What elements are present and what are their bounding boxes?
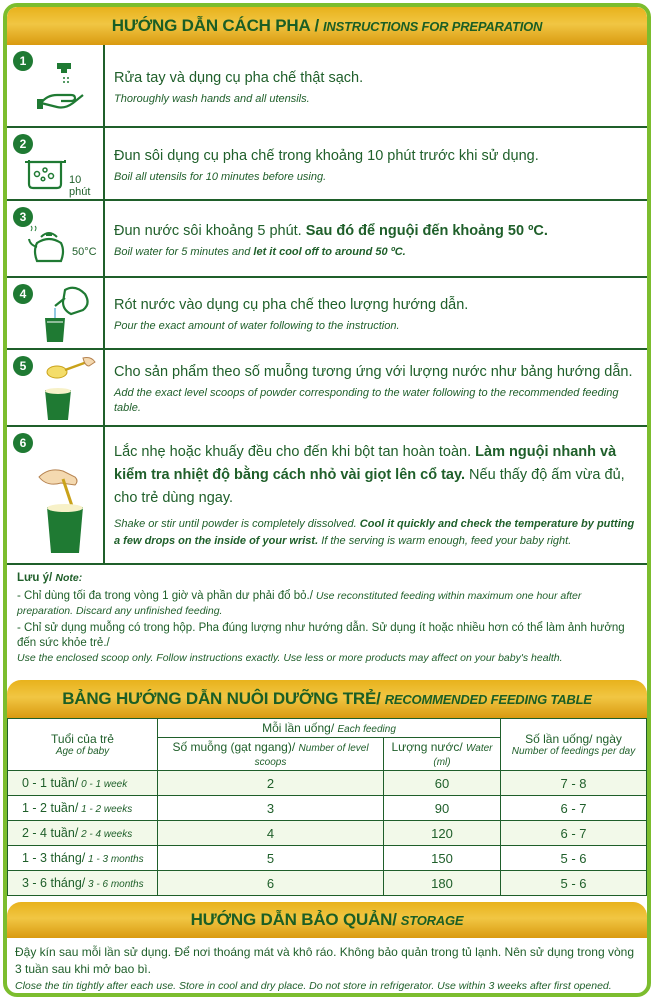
col-water-vi: Lượng nước/ [391, 740, 463, 754]
row-feedings: 5 - 6 [501, 871, 647, 896]
step-number: 1 [13, 51, 33, 71]
note-item [17, 589, 639, 619]
row-feedings: 6 - 7 [501, 821, 647, 846]
step-4-icon-cell [7, 278, 105, 348]
row-water: 120 [384, 821, 501, 846]
step-1 [7, 45, 647, 128]
step-6-en: Shake or stir until powder is completely dissolved. [114, 517, 360, 530]
col-water-header [384, 738, 501, 771]
storage-section [7, 938, 647, 997]
feeding-table-title-vi: BẢNG HƯỚNG DẪN NUÔI DƯỠNG TRẺ/ [62, 689, 381, 708]
row-scoops: 2 [158, 771, 384, 796]
storage-title-vi: HƯỚNG DẪN BẢO QUẢN/ [190, 910, 397, 929]
feeding-table-title-en: RECOMMENDED FEEDING TABLE [384, 691, 592, 707]
note-2-vi: - Chỉ sử dụng muỗng có trong hộp. Pha đúng lượng như hướng dẫn. Sử dụng ít hoặc nhiều hơn có thể làm ảnh hưởng đến sức khỏe trẻ./ [17, 622, 625, 649]
notes-heading [17, 571, 639, 586]
preparation-title-vi: HƯỚNG DẪN CÁCH PHA / [111, 16, 319, 35]
step-6-en-line [114, 516, 639, 550]
row-age-vi: 1 - 2 tuần/ [22, 801, 79, 815]
preparation-steps [7, 45, 647, 565]
row-age-vi: 2 - 4 tuần/ [22, 826, 79, 840]
storage-title-en: STORAGE [400, 912, 464, 928]
table-row [8, 846, 647, 871]
row-water: 180 [384, 871, 501, 896]
col-each-en: Each feeding [337, 724, 396, 735]
note-1-en: Use reconstituted feeding within maximum one hour after preparation. Discard any unfinished feeding. [17, 590, 582, 617]
step-5-icon-cell [7, 350, 105, 425]
step-6-vi-bold: Làm nguội nhanh và kiểm tra nhiệt độ bằng cách nhỏ vài giọt lên cổ tay. [114, 443, 617, 483]
row-age-en: 0 - 1 week [78, 779, 128, 790]
row-water: 90 [384, 796, 501, 821]
step-2-icon-label: 10 phút [69, 174, 91, 198]
row-age [8, 796, 158, 821]
table-row [8, 771, 647, 796]
step-number: 5 [13, 356, 33, 376]
feeding-table-banner [7, 680, 647, 718]
step-2-text [105, 128, 547, 199]
row-water: 60 [384, 771, 501, 796]
step-6-vi-line [114, 441, 639, 510]
table-row [8, 871, 647, 896]
col-each-vi: Mỗi lần uống/ [262, 721, 335, 735]
step-6 [7, 427, 647, 565]
step-5-vi: Cho sản phẩm theo số muỗng tương ứng với lượng nước như bảng hướng dẫn. [114, 364, 633, 380]
row-feedings: 5 - 6 [501, 846, 647, 871]
notes-section [7, 565, 647, 674]
notes-heading-en: Note: [55, 572, 83, 584]
step-4-en: Pour the exact amount of water following to the instruction. [114, 320, 400, 332]
step-5-text [105, 350, 647, 425]
step-6-text [105, 427, 647, 563]
preparation-title-en: INSTRUCTIONS FOR PREPARATION [322, 18, 543, 34]
note-2-en: Use the enclosed scoop only. Follow instructions exactly. Use less or more products may affect on your baby's health. [17, 652, 563, 664]
col-water-en: Water (ml) [433, 743, 493, 768]
row-age-vi: 0 - 1 tuần/ [22, 776, 79, 790]
row-age [8, 871, 158, 896]
row-age [8, 846, 158, 871]
hand-washing-icon [37, 59, 87, 113]
step-6-en-bold: Cool it quickly and check the temperature by putting a few drops on the inside of your wrist. [114, 517, 635, 547]
row-scoops: 5 [158, 846, 384, 871]
row-water: 150 [384, 846, 501, 871]
step-6-vi-after: Nếu thấy độ ấm vừa đủ, cho trẻ dùng ngay. [114, 466, 625, 506]
step-5 [7, 350, 647, 427]
step-4 [7, 278, 647, 350]
step-4-vi: Rót nước vào dụng cụ pha chế theo lượng hướng dẫn. [114, 297, 469, 313]
col-feedings-header [501, 719, 647, 771]
step-3 [7, 201, 647, 278]
feeding-table [7, 718, 647, 896]
row-scoops: 3 [158, 796, 384, 821]
preparation-banner [7, 7, 647, 45]
step-2-vi: Đun sôi dụng cụ pha chế trong khoảng 10 phút trước khi sử dụng. [114, 147, 539, 164]
storage-en: Close the tin tightly after each use. Store in cool and dry place. Do not store in refrigerator. Use within 3 weeks after first opened. [15, 980, 612, 992]
step-3-vi: Đun nước sôi khoảng 5 phút. [114, 222, 306, 239]
step-3-en: Boil water for 5 minutes and [114, 245, 254, 258]
table-row [8, 796, 647, 821]
storage-vi: Đậy kín sau mỗi lần sử dụng. Để nơi thoáng mát và khô ráo. Không bảo quản trong tủ lạnh. Nên sử dụng trong vòng 3 tuần sau khi mở bao bì. [15, 945, 634, 976]
col-age-en: Age of baby [55, 746, 110, 757]
row-scoops: 4 [158, 821, 384, 846]
step-6-vi: Lắc nhẹ hoặc khuấy đều cho đến khi bột tan hoàn toàn. [114, 443, 476, 460]
row-feedings: 6 - 7 [501, 796, 647, 821]
table-row [8, 821, 647, 846]
step-1-icon-cell [7, 45, 105, 126]
step-3-icon-label: 50°C [72, 246, 97, 258]
col-each-header [158, 719, 501, 738]
col-age-header [8, 719, 158, 771]
row-age [8, 771, 158, 796]
step-3-icon-cell [7, 201, 105, 276]
storage-banner [7, 902, 647, 938]
step-3-vi-line [114, 220, 548, 242]
step-6-icon-cell [7, 427, 105, 563]
step-1-en: Thoroughly wash hands and all utensils. [114, 92, 310, 105]
row-age-en: 2 - 4 weeks [78, 829, 133, 840]
step-3-text [105, 201, 556, 276]
col-feedings-en: Number of feedings per day [511, 746, 636, 757]
row-age-en: 3 - 6 months [85, 879, 144, 890]
step-3-en-bold: let it cool off to around 50 ºC. [253, 245, 406, 258]
step-number: 3 [13, 207, 33, 227]
pouring-water-icon [37, 284, 93, 344]
step-number: 6 [13, 433, 33, 453]
step-4-text [105, 278, 476, 348]
notes-heading-vi: Lưu ý/ [17, 572, 53, 584]
step-6-en-after: If the serving is warm enough, feed your baby right. [318, 534, 572, 547]
step-2-icon-cell [7, 128, 105, 199]
step-3-vi-bold: Sau đó để nguội đến khoảng 50 ºC. [305, 222, 548, 239]
step-1-vi: Rửa tay và dụng cụ pha chế thật sạch. [114, 69, 364, 86]
col-scoops-en: Number of level scoops [254, 743, 369, 768]
row-age-en: 1 - 2 weeks [78, 804, 133, 815]
kettle-icon [27, 225, 71, 269]
col-age-vi: Tuổi của trẻ [51, 732, 114, 746]
step-2 [7, 128, 647, 201]
step-2-en: Boil all utensils for 10 minutes before using. [114, 170, 327, 183]
note-item [17, 621, 639, 666]
row-age-en: 1 - 3 months [85, 854, 144, 865]
row-feedings: 7 - 8 [501, 771, 647, 796]
boiling-pot-icon [21, 152, 69, 192]
instructions-panel [3, 3, 651, 997]
note-1-vi: - Chỉ dùng tối đa trong vòng 1 giờ và phần dư phải đổ bỏ./ [17, 590, 313, 602]
step-5-en: Add the exact level scoops of powder corresponding to the water following to the recommended feeding table. [114, 387, 619, 414]
stirring-cup-icon [33, 465, 99, 555]
scoop-powder-icon [37, 354, 99, 422]
row-scoops: 6 [158, 871, 384, 896]
row-age-vi: 3 - 6 tháng/ [22, 876, 86, 890]
step-1-text [105, 45, 371, 126]
step-3-en-line [114, 245, 548, 260]
row-age-vi: 1 - 3 tháng/ [22, 851, 86, 865]
row-age [8, 821, 158, 846]
col-scoops-header [158, 738, 384, 771]
col-feedings-vi: Số lần uống/ ngày [525, 732, 622, 746]
col-scoops-vi: Số muỗng (gạt ngang)/ [172, 740, 296, 754]
step-number: 2 [13, 134, 33, 154]
step-number: 4 [13, 284, 33, 304]
